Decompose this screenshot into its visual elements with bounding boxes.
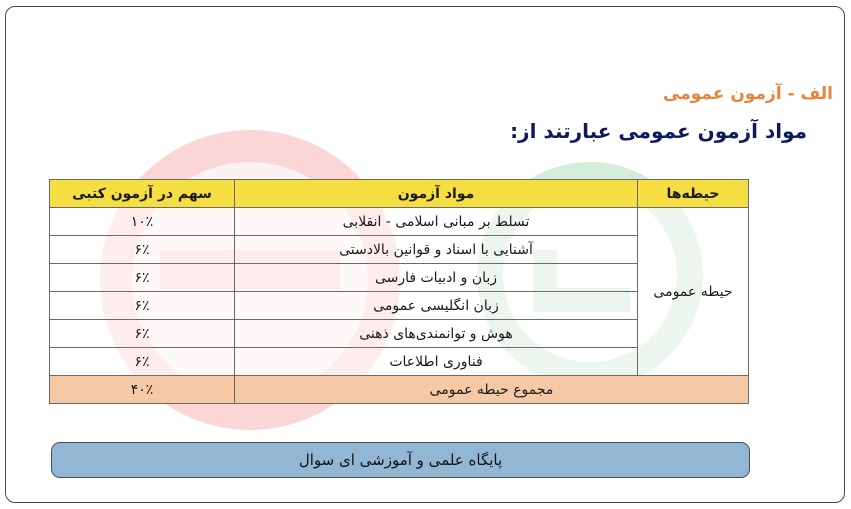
footer-banner-text: پایگاه علمی و آموزشی ای سوال [298,451,503,469]
share-cell: ۶٪ [50,292,235,320]
header-subject: مواد آزمون [235,180,638,208]
header-share: سهم در آزمون کتبی [50,180,235,208]
subtitle: مواد آزمون عمومی عبارتند از: [510,119,807,143]
exam-subjects-table [49,179,749,404]
share-cell: ۶٪ [50,348,235,376]
share-cell: ۶٪ [50,264,235,292]
section-title: الف - آزمون عمومی [663,84,833,104]
table-row [50,208,749,236]
total-share: ۴۰٪ [50,376,235,404]
field-cell: حیطه عمومی [638,208,749,376]
subject-cell: آشنایی با اسناد و قوانین بالادستی [235,236,638,264]
subject-cell: فناوری اطلاعات [235,348,638,376]
table-header-row [50,180,749,208]
share-cell: ۶٪ [50,320,235,348]
share-cell: ۱۰٪ [50,208,235,236]
footer-banner [51,442,750,478]
header-field: حیطه‌ها [638,180,749,208]
subject-cell: تسلط بر مبانی اسلامی - انقلابی [235,208,638,236]
subject-cell: زبان انگلیسی عمومی [235,292,638,320]
subject-cell: زبان و ادبیات فارسی [235,264,638,292]
total-row [50,376,749,404]
total-label: مجموع حیطه عمومی [235,376,749,404]
subject-cell: هوش و توانمندی‌های ذهنی [235,320,638,348]
share-cell: ۶٪ [50,236,235,264]
